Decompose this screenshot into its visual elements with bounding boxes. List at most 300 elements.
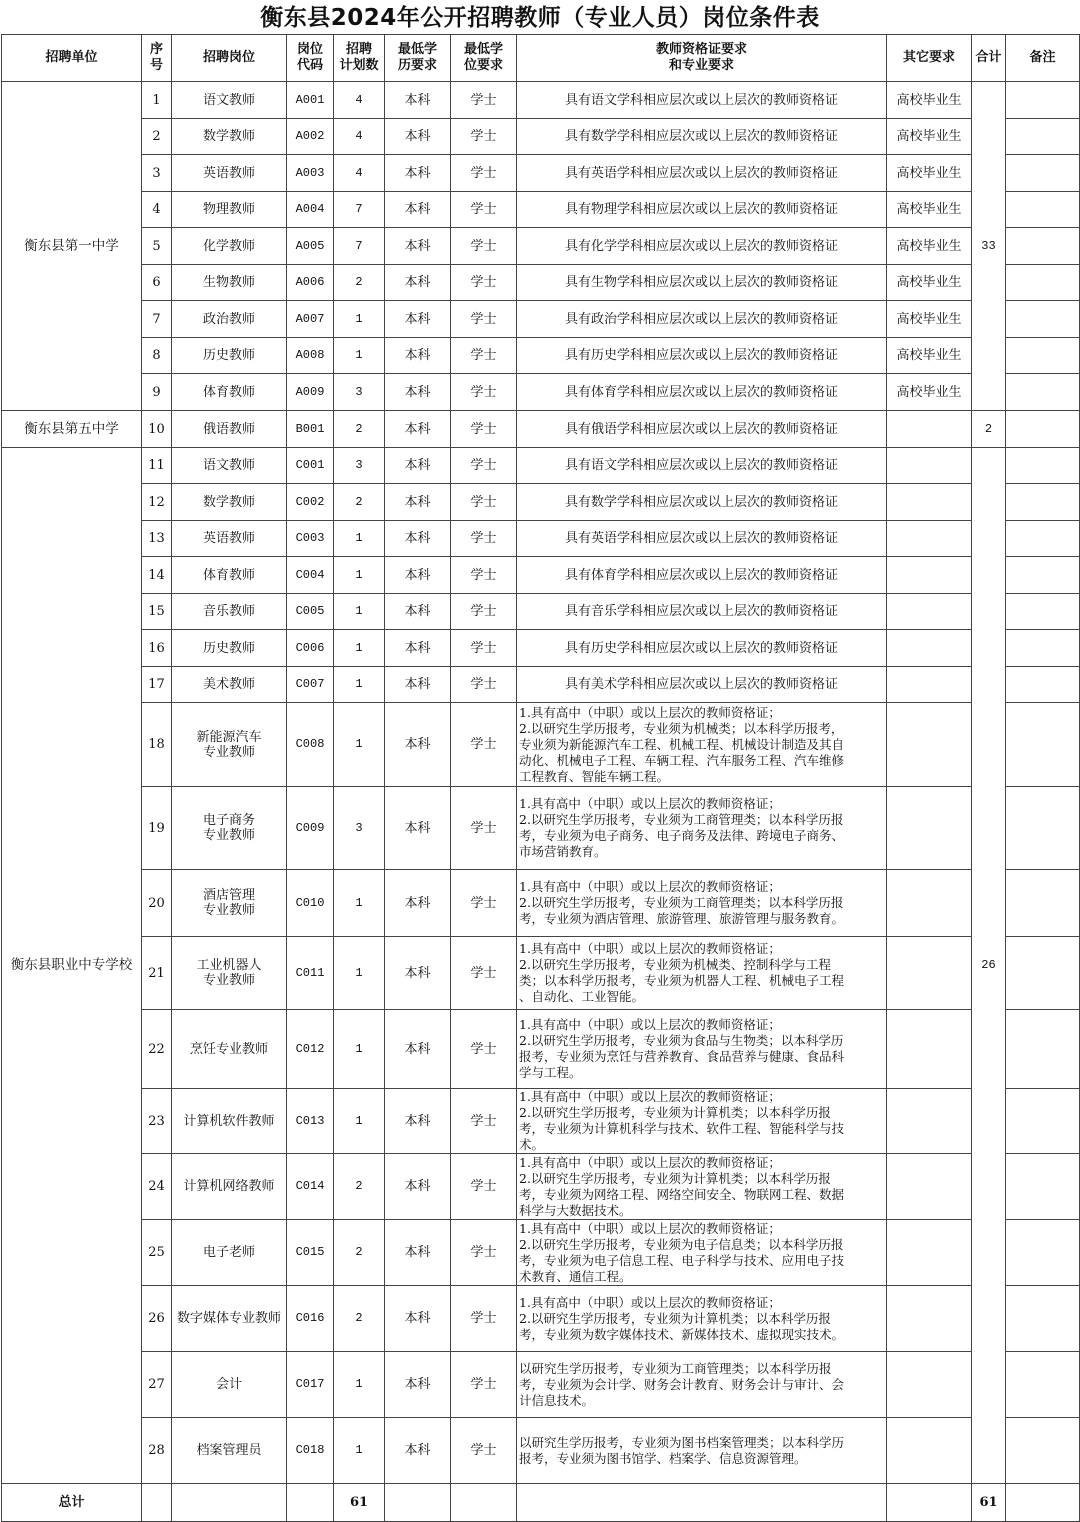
edu-cell: 本科: [385, 265, 451, 301]
seq-cell: 8: [142, 338, 172, 374]
seq-cell: 26: [142, 1286, 172, 1352]
text-line: 科学与大数据技术。: [519, 1202, 632, 1218]
code-cell: C011: [287, 937, 334, 1010]
degree-cell: 学士: [451, 870, 517, 937]
note-cell: [1006, 870, 1080, 937]
seq-cell: 24: [142, 1154, 172, 1220]
post-cell: [172, 155, 287, 192]
post-cell: [172, 484, 287, 521]
plan-cell: 7: [334, 192, 385, 228]
text-line: 报考，专业须为图书馆学、档案学、信息资源管理。: [519, 1450, 807, 1466]
text-line: 数学教师: [202, 129, 255, 144]
empty-cell: [451, 1484, 517, 1522]
seq-cell: 19: [142, 787, 172, 870]
header-unit: 招聘单位: [2, 35, 142, 82]
text-line: 考，专业须为酒店管理、旅游管理、旅游管理与服务教育。: [519, 911, 845, 926]
code-cell: C004: [287, 557, 334, 594]
plan-cell: 1: [334, 521, 385, 557]
post-cell: [172, 338, 287, 374]
post-cell: [172, 448, 287, 484]
note-cell: [1006, 228, 1080, 265]
table-row: [2, 521, 1080, 557]
text-line: 具有体育学科相应层次或以上层次的教师资格证: [564, 567, 838, 583]
text-line: 1.具有高中（中职）或以上层次的教师资格证；: [519, 1154, 781, 1170]
degree-cell: 学士: [451, 228, 517, 265]
degree-cell: 学士: [451, 703, 517, 787]
text-line: 工程教育、智能车辆工程。: [519, 768, 670, 784]
text-line: 1.具有高中（中职）或以上层次的教师资格证；: [519, 941, 781, 956]
table-row: [2, 374, 1080, 411]
degree-cell: 学士: [451, 1418, 517, 1484]
text-line: 考，专业须为电子信息工程、电子科学与技术、应用电子技: [519, 1252, 845, 1268]
seq-cell: 3: [142, 155, 172, 192]
text-line: 档案管理员: [196, 1443, 262, 1458]
other-cell: 高校毕业生: [887, 301, 972, 338]
table-row: [2, 448, 1080, 484]
post-cell: [172, 1286, 287, 1352]
seq-cell: 17: [142, 667, 172, 703]
page-title: 衡东县2024年公开招聘教师（专业人员）岗位条件表: [260, 5, 820, 31]
note-cell: [1006, 630, 1080, 667]
seq-cell: 15: [142, 594, 172, 630]
seq-cell: 7: [142, 301, 172, 338]
text-line: 酒店管理: [202, 888, 255, 903]
post-cell: [172, 937, 287, 1010]
note-cell: [1006, 155, 1080, 192]
text-line: 学与工程。: [519, 1065, 582, 1080]
text-line: 类；以本科学历报考，专业须为机器人工程、机械电子工程: [519, 973, 845, 988]
text-line: 生物教师: [202, 275, 255, 290]
other-cell: 高校毕业生: [887, 338, 972, 374]
note-cell: [1006, 1352, 1080, 1418]
post-cell: [172, 557, 287, 594]
empty-cell: [142, 1484, 172, 1522]
post-cell: [172, 374, 287, 411]
other-cell: [887, 1286, 972, 1352]
text-line: 具有物理学科相应层次或以上层次的教师资格证: [564, 202, 838, 217]
degree-cell: 学士: [451, 301, 517, 338]
plan-cell: 2: [334, 265, 385, 301]
seq-cell: 12: [142, 484, 172, 521]
plan-cell: 3: [334, 787, 385, 870]
table-row: [2, 1010, 1080, 1089]
text-line: 计信息技术。: [519, 1392, 595, 1408]
plan-cell: 2: [334, 1154, 385, 1220]
code-cell: C008: [287, 703, 334, 787]
plan-cell: 4: [334, 82, 385, 119]
note-cell: [1006, 338, 1080, 374]
note-cell: [1006, 119, 1080, 155]
requirement-cell: [517, 155, 887, 192]
text-line: 以研究生学历报考，专业须为工商管理类；以本科学历报: [519, 1360, 832, 1376]
text-line: 具有生物学科相应层次或以上层次的教师资格证: [564, 275, 838, 290]
post-cell: [172, 301, 287, 338]
text-line: 1.具有高中（中职）或以上层次的教师资格证；: [519, 879, 781, 894]
seq-cell: 2: [142, 119, 172, 155]
requirement-cell: [517, 448, 887, 484]
requirement-cell: [517, 630, 887, 667]
text-line: 2.以研究生学历报考，专业须为计算机类；以本科学历报: [519, 1105, 831, 1120]
text-line: 历史教师: [202, 640, 255, 656]
post-cell: [172, 787, 287, 870]
other-cell: [887, 630, 972, 667]
code-cell: C005: [287, 594, 334, 630]
edu-cell: 本科: [385, 667, 451, 703]
seq-cell: 21: [142, 937, 172, 1010]
table-row: [2, 667, 1080, 703]
text-line: 烹饪专业教师: [189, 1041, 268, 1057]
seq-cell: 20: [142, 870, 172, 937]
post-cell: [172, 1089, 287, 1154]
text-line: 化学教师: [202, 238, 255, 254]
seq-cell: 5: [142, 228, 172, 265]
other-cell: [887, 1418, 972, 1484]
requirement-cell: [517, 338, 887, 374]
empty-cell: [887, 1484, 972, 1522]
text-line: 具有体育学科相应层次或以上层次的教师资格证: [564, 384, 838, 400]
degree-cell: 学士: [451, 448, 517, 484]
other-cell: [887, 448, 972, 484]
code-cell: C006: [287, 630, 334, 667]
other-cell: [887, 1220, 972, 1286]
requirement-cell: [517, 192, 887, 228]
text-line: 体育教师: [202, 567, 255, 583]
requirement-cell: [517, 521, 887, 557]
text-line: 考，专业须为电子商务、电子商务及法律、跨境电子商务、: [519, 828, 845, 843]
other-cell: 高校毕业生: [887, 265, 972, 301]
text-line: 英语教师: [202, 531, 255, 546]
edu-cell: 本科: [385, 192, 451, 228]
edu-cell: 本科: [385, 228, 451, 265]
empty-cell: [172, 1484, 287, 1522]
degree-cell: 学士: [451, 1352, 517, 1418]
unit-total-cell: 33: [972, 82, 1006, 411]
text-line: 物理教师: [202, 202, 255, 217]
post-cell: [172, 521, 287, 557]
post-cell: [172, 82, 287, 119]
total-row: [2, 1484, 1080, 1522]
degree-cell: 学士: [451, 411, 517, 448]
text-line: 语文教师: [202, 92, 255, 108]
note-cell: [1006, 937, 1080, 1010]
unit-total-cell: 26: [972, 448, 1006, 1484]
edu-cell: 本科: [385, 787, 451, 870]
header-edu: 最低学 历要求: [385, 35, 451, 82]
empty-cell: [385, 1484, 451, 1522]
header-code: 岗位 代码: [287, 35, 334, 82]
requirement-cell: [517, 667, 887, 703]
degree-cell: 学士: [451, 594, 517, 630]
degree-cell: 学士: [451, 1154, 517, 1220]
requirement-cell: [517, 1089, 887, 1154]
degree-cell: 学士: [451, 937, 517, 1010]
other-cell: 高校毕业生: [887, 119, 972, 155]
text-line: 2.以研究生学历报考，专业须为计算机类；以本科学历报: [519, 1310, 831, 1326]
code-cell: C015: [287, 1220, 334, 1286]
code-cell: A005: [287, 228, 334, 265]
plan-cell: 2: [334, 1220, 385, 1286]
post-cell: [172, 1010, 287, 1089]
text-line: 俄语教师: [202, 421, 255, 437]
header-row: [2, 35, 1080, 82]
seq-cell: 13: [142, 521, 172, 557]
text-line: 专业教师: [202, 973, 255, 988]
degree-cell: 学士: [451, 265, 517, 301]
post-cell: [172, 667, 287, 703]
code-cell: C012: [287, 1010, 334, 1089]
empty-cell: [517, 1484, 887, 1522]
other-cell: [887, 870, 972, 937]
note-cell: [1006, 374, 1080, 411]
code-cell: C016: [287, 1286, 334, 1352]
note-cell: [1006, 301, 1080, 338]
plan-cell: 1: [334, 301, 385, 338]
total-plan-cell: 61: [334, 1484, 385, 1522]
text-line: 工业机器人: [196, 958, 262, 973]
note-cell: [1006, 1089, 1080, 1154]
text-line: 英语教师: [202, 165, 255, 181]
note-cell: [1006, 667, 1080, 703]
post-cell: [172, 119, 287, 155]
other-cell: 高校毕业生: [887, 374, 972, 411]
edu-cell: 本科: [385, 557, 451, 594]
text-line: 考，专业须为数字媒体技术、新媒体技术、虚拟现实技术。: [519, 1326, 845, 1342]
code-cell: A007: [287, 301, 334, 338]
code-cell: C007: [287, 667, 334, 703]
code-cell: C014: [287, 1154, 334, 1220]
post-cell: [172, 228, 287, 265]
text-line: 专业教师: [202, 744, 255, 760]
note-cell: [1006, 521, 1080, 557]
text-line: 2.以研究生学历报考，专业须为工商管理类；以本科学历报: [519, 895, 844, 910]
text-line: 数字媒体专业教师: [176, 1311, 281, 1326]
code-cell: C018: [287, 1418, 334, 1484]
text-line: 、自动化、工业智能。: [519, 989, 645, 1004]
text-line: 政治教师: [202, 311, 255, 327]
text-line: 具有政治学科相应层次或以上层次的教师资格证: [564, 311, 838, 327]
seq-cell: 11: [142, 448, 172, 484]
text-line: 数学教师: [202, 494, 255, 510]
text-line: 专业教师: [202, 828, 255, 843]
note-cell: [1006, 557, 1080, 594]
note-cell: [1006, 411, 1080, 448]
requirement-cell: [517, 82, 887, 119]
requirement-cell: [517, 484, 887, 521]
plan-cell: 1: [334, 557, 385, 594]
unit-total-cell: 2: [972, 411, 1006, 448]
post-cell: [172, 870, 287, 937]
seq-cell: 1: [142, 82, 172, 119]
text-line: 2.以研究生学历报考，专业须为电子信息类；以本科学历报: [519, 1236, 844, 1252]
note-cell: [1006, 594, 1080, 630]
text-line: 体育教师: [202, 384, 255, 400]
table-row: [2, 1286, 1080, 1352]
plan-cell: 3: [334, 374, 385, 411]
other-cell: [887, 1089, 972, 1154]
code-cell: C013: [287, 1089, 334, 1154]
code-cell: C003: [287, 521, 334, 557]
header-note: 备注: [1006, 35, 1080, 82]
post-cell: [172, 630, 287, 667]
other-cell: [887, 557, 972, 594]
other-cell: [887, 594, 972, 630]
empty-cell: [1006, 1484, 1080, 1522]
edu-cell: 本科: [385, 703, 451, 787]
text-line: 2.以研究生学历报考，专业须为机械类；以本科学历报考，: [519, 720, 844, 736]
requirement-cell: [517, 703, 887, 787]
text-line: 具有数学学科相应层次或以上层次的教师资格证: [564, 129, 838, 144]
degree-cell: 学士: [451, 82, 517, 119]
post-cell: [172, 703, 287, 787]
table-row: [2, 1352, 1080, 1418]
degree-cell: 学士: [451, 484, 517, 521]
table-row: [2, 937, 1080, 1010]
unit-cell: 衡东县第五中学: [2, 411, 142, 448]
text-line: 电子商务: [202, 813, 255, 828]
table-row: [2, 594, 1080, 630]
degree-cell: 学士: [451, 521, 517, 557]
plan-cell: 1: [334, 1010, 385, 1089]
post-cell: [172, 1352, 287, 1418]
text-line: 具有音乐学科相应层次或以上层次的教师资格证: [564, 604, 838, 619]
edu-cell: 本科: [385, 374, 451, 411]
post-cell: [172, 265, 287, 301]
edu-cell: 本科: [385, 155, 451, 192]
header-sum: 合计: [972, 35, 1006, 82]
text-line: 动化、机械电子工程、车辆工程、汽车服务工程、汽车维修: [519, 752, 845, 768]
plan-cell: 4: [334, 119, 385, 155]
note-cell: [1006, 82, 1080, 119]
note-cell: [1006, 1418, 1080, 1484]
edu-cell: 本科: [385, 484, 451, 521]
other-cell: [887, 703, 972, 787]
edu-cell: 本科: [385, 630, 451, 667]
text-line: 考，专业须为网络工程、网络空间安全、物联网工程、数据: [519, 1186, 845, 1202]
requirement-cell: [517, 1418, 887, 1484]
code-cell: A009: [287, 374, 334, 411]
edu-cell: 本科: [385, 1089, 451, 1154]
note-cell: [1006, 787, 1080, 870]
text-line: 专业教师: [202, 903, 255, 918]
degree-cell: 学士: [451, 192, 517, 228]
plan-cell: 2: [334, 411, 385, 448]
seq-cell: 18: [142, 703, 172, 787]
text-line: 具有语文学科相应层次或以上层次的教师资格证: [564, 92, 838, 108]
text-line: 语文教师: [202, 458, 255, 473]
plan-cell: 7: [334, 228, 385, 265]
table-row: [2, 338, 1080, 374]
post-cell: [172, 1418, 287, 1484]
empty-cell: [287, 1484, 334, 1522]
code-cell: A006: [287, 265, 334, 301]
degree-cell: 学士: [451, 557, 517, 594]
table-row: [2, 119, 1080, 155]
requirement-cell: [517, 1220, 887, 1286]
other-cell: [887, 1010, 972, 1089]
note-cell: [1006, 1010, 1080, 1089]
plan-cell: 1: [334, 870, 385, 937]
other-cell: [887, 1352, 972, 1418]
edu-cell: 本科: [385, 301, 451, 338]
text-line: 具有数学学科相应层次或以上层次的教师资格证: [564, 494, 838, 510]
plan-cell: 1: [334, 594, 385, 630]
text-line: 1.具有高中（中职）或以上层次的教师资格证；: [519, 1017, 781, 1032]
total-label-cell: 总计: [2, 1484, 142, 1522]
degree-cell: 学士: [451, 155, 517, 192]
code-cell: C010: [287, 870, 334, 937]
degree-cell: 学士: [451, 1089, 517, 1154]
other-cell: 高校毕业生: [887, 155, 972, 192]
text-line: 具有语文学科相应层次或以上层次的教师资格证: [564, 458, 838, 473]
plan-cell: 3: [334, 448, 385, 484]
requirement-cell: [517, 557, 887, 594]
edu-cell: 本科: [385, 594, 451, 630]
other-cell: 高校毕业生: [887, 228, 972, 265]
text-line: 会计: [215, 1377, 242, 1392]
text-line: 计算机网络教师: [183, 1179, 275, 1194]
table-row: [2, 1220, 1080, 1286]
degree-cell: 学士: [451, 119, 517, 155]
table-row: [2, 630, 1080, 667]
text-line: 1.具有高中（中职）或以上层次的教师资格证；: [519, 1294, 781, 1310]
requirement-cell: [517, 265, 887, 301]
edu-cell: 本科: [385, 82, 451, 119]
code-cell: A008: [287, 338, 334, 374]
text-line: 具有美术学科相应层次或以上层次的教师资格证: [564, 677, 838, 692]
requirement-cell: [517, 1286, 887, 1352]
table-row: [2, 265, 1080, 301]
text-line: 术。: [519, 1137, 545, 1152]
text-line: 计算机软件教师: [183, 1113, 275, 1129]
requirement-cell: [517, 594, 887, 630]
other-cell: [887, 667, 972, 703]
degree-cell: 学士: [451, 787, 517, 870]
unit-cell: 衡东县职业中专学校: [2, 448, 142, 1484]
text-line: 新能源汽车: [196, 729, 262, 745]
plan-cell: 1: [334, 1089, 385, 1154]
plan-cell: 1: [334, 1352, 385, 1418]
note-cell: [1006, 1154, 1080, 1220]
text-line: 以研究生学历报考，专业须为图书档案管理类；以本科学历: [519, 1434, 845, 1450]
note-cell: [1006, 192, 1080, 228]
plan-cell: 1: [334, 630, 385, 667]
seq-cell: 27: [142, 1352, 172, 1418]
code-cell: A003: [287, 155, 334, 192]
table-row: [2, 870, 1080, 937]
code-cell: C009: [287, 787, 334, 870]
seq-cell: 6: [142, 265, 172, 301]
text-line: 具有历史学科相应层次或以上层次的教师资格证: [564, 640, 838, 656]
plan-cell: 1: [334, 338, 385, 374]
header-other: 其它要求: [887, 35, 972, 82]
other-cell: 高校毕业生: [887, 82, 972, 119]
seq-cell: 28: [142, 1418, 172, 1484]
table-row: [2, 703, 1080, 787]
other-cell: [887, 787, 972, 870]
post-cell: [172, 594, 287, 630]
text-line: 历史教师: [202, 348, 255, 363]
edu-cell: 本科: [385, 521, 451, 557]
text-line: 美术教师: [202, 677, 255, 692]
unit-cell: 衡东县第一中学: [2, 82, 142, 411]
table-row: [2, 1154, 1080, 1220]
table-row: [2, 301, 1080, 338]
text-line: 考，专业须为会计学、财务会计教育、财务会计与审计、会: [519, 1376, 845, 1392]
recruitment-table: [1, 34, 1080, 1522]
code-cell: C017: [287, 1352, 334, 1418]
total-sum-cell: 61: [972, 1484, 1006, 1522]
edu-cell: 本科: [385, 1286, 451, 1352]
